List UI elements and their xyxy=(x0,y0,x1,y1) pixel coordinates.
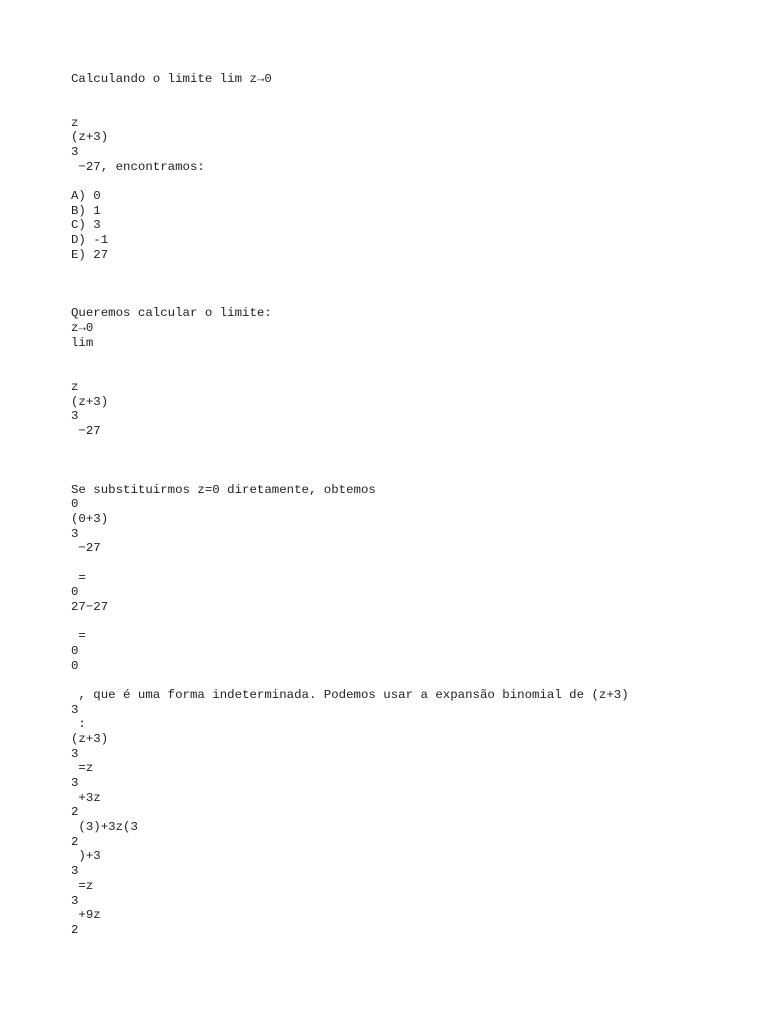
spacer xyxy=(71,439,72,483)
expansion-line: 3 xyxy=(71,746,79,761)
expansion-line: 3 xyxy=(71,776,79,791)
substitution-denominator-tail: −27 xyxy=(71,541,101,556)
substitution-text: Se substituirmos z=0 diretamente, obtemos xyxy=(71,482,376,497)
expansion-line: (3)+3z(3 xyxy=(71,820,138,835)
limit-denominator-tail: −27 xyxy=(71,423,101,438)
limit-denominator-base: (z+3) xyxy=(71,394,109,409)
expansion-line: =z xyxy=(71,761,94,776)
expansion-line: 3 xyxy=(71,702,79,717)
option-b: B) 1 xyxy=(71,203,101,218)
limit-subscript: z→0 xyxy=(71,321,94,336)
option-c: C) 3 xyxy=(71,218,101,233)
question-intro: Calculando o limite lim z→0 xyxy=(71,72,272,86)
option-d: D) -1 xyxy=(71,233,109,248)
fraction-numerator: 0 xyxy=(71,585,79,600)
spacer xyxy=(71,262,72,306)
expansion-line: 2 xyxy=(71,834,79,849)
limit-numerator: z xyxy=(71,379,79,394)
solution-intro: Queremos calcular o limite: xyxy=(71,306,272,321)
expansion-line: +3z xyxy=(71,790,101,805)
expansion-line: )+3 xyxy=(71,849,101,864)
equals-sign: = xyxy=(71,570,86,585)
substitution-numerator: 0 xyxy=(71,497,79,512)
spacer xyxy=(71,351,72,380)
expansion-line: : xyxy=(71,717,86,732)
spacer xyxy=(71,615,72,630)
spacer xyxy=(71,174,72,189)
substitution-denominator-base: (0+3) xyxy=(71,511,109,526)
indeterminate-form-text: , que é uma forma indeterminada. Podemos usar a expansão binomial de (z+3) xyxy=(71,687,629,702)
fraction-denominator: 27−27 xyxy=(71,599,109,614)
expansion-line: +9z xyxy=(71,908,101,923)
substitution-denominator-exponent: 3 xyxy=(71,526,79,541)
expansion-line: 2 xyxy=(71,922,79,937)
expansion-line: (z+3) xyxy=(71,731,109,746)
question-fraction-numerator: z xyxy=(71,115,79,130)
limit-operator: lim xyxy=(71,335,94,350)
spacer xyxy=(71,87,72,116)
expansion-line: 3 xyxy=(71,893,79,908)
fraction-denominator: 0 xyxy=(71,658,79,673)
spacer xyxy=(71,556,72,571)
expansion-line: =z xyxy=(71,878,94,893)
expansion-line: 2 xyxy=(71,805,79,820)
question-fraction-denominator-base: (z+3) xyxy=(71,130,109,145)
expansion-line: 3 xyxy=(71,864,79,879)
fraction-numerator: 0 xyxy=(71,643,79,658)
equals-sign: = xyxy=(71,629,86,644)
document-page xyxy=(71,72,751,938)
spacer xyxy=(71,673,72,688)
question-fraction-denominator-exponent: 3 xyxy=(71,145,79,160)
option-a: A) 0 xyxy=(71,189,101,204)
option-e: E) 27 xyxy=(71,247,109,262)
question-fraction-denominator-tail: −27, encontramos: xyxy=(71,159,205,174)
limit-denominator-exponent: 3 xyxy=(71,409,79,424)
